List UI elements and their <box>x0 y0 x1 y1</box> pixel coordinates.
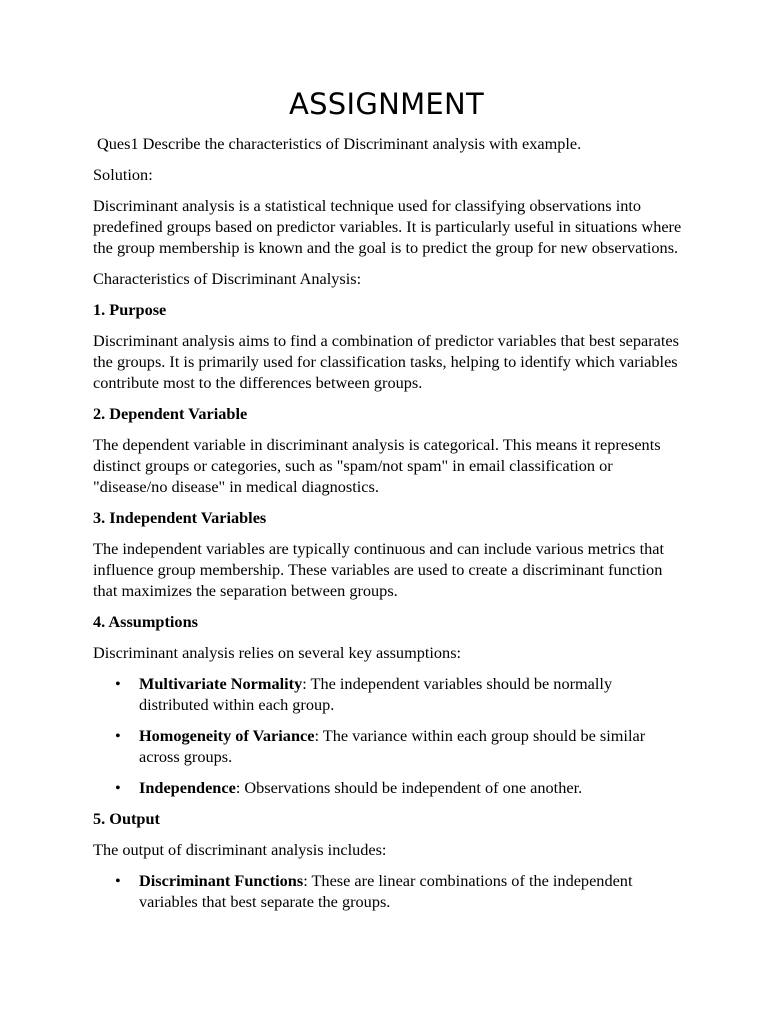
list-item <box>93 673 683 715</box>
document-body <box>93 84 683 922</box>
section-body-assumptions: Discriminant analysis relies on several key assumptions: <box>93 643 462 662</box>
list-item-text: : Observations should be independent of one another. <box>235 778 583 797</box>
bullet-icon: • <box>115 778 121 797</box>
list-item-text: : The variance within each group should be similar across groups. <box>139 726 646 766</box>
output-list <box>93 870 683 912</box>
section-body-dependent-variable: The dependent variable in discriminant analysis is categorical. This means it represents distinct groups or categories, such as "spam/not spam" in email classification or "disease/no disease" in medical diagnostics. <box>93 435 661 496</box>
list-item-term: Independence <box>139 778 236 797</box>
section-body-independent-variables: The independent variables are typically continuous and can include various metrics that influence group membership. These variables are used to create a discriminant function that maximizes the separation between groups. <box>93 539 665 600</box>
list-item-term: Multivariate Normality <box>139 674 303 693</box>
bullet-icon: • <box>115 674 121 693</box>
assumptions-list <box>93 673 683 798</box>
list-item <box>93 777 683 798</box>
question-text: Ques1 Describe the characteristics of Discriminant analysis with example. <box>97 134 582 153</box>
list-item-text: : The independent variables should be normally distributed within each group. <box>139 674 613 714</box>
list-item-term: Homogeneity of Variance <box>139 726 315 745</box>
intro-paragraph: Discriminant analysis is a statistical technique used for classifying observations into predefined groups based on predictor variables. It is particularly useful in situations where the group membership is known and the goal is to predict the group for new observations. <box>93 196 682 257</box>
section-heading-independent-variables: 3. Independent Variables <box>93 508 267 527</box>
solution-label: Solution: <box>93 165 153 184</box>
list-item-text: : These are linear combinations of the independent variables that best separate the groups. <box>139 871 633 911</box>
list-item <box>93 725 683 767</box>
list-item-term: Discriminant Functions <box>139 871 304 890</box>
section-heading-output: 5. Output <box>93 809 160 828</box>
section-heading-dependent-variable: 2. Dependent Variable <box>93 404 248 423</box>
characteristics-heading: Characteristics of Discriminant Analysis: <box>93 269 362 288</box>
section-body-purpose: Discriminant analysis aims to find a combination of predictor variables that best separates the groups. It is primarily used for classification tasks, helping to identify which variables contribute most to the differences between groups. <box>93 331 679 392</box>
document-title: ASSIGNMENT <box>288 87 485 121</box>
bullet-icon: • <box>115 871 121 890</box>
section-heading-assumptions: 4. Assumptions <box>93 612 198 631</box>
section-body-output: The output of discriminant analysis includes: <box>93 840 387 859</box>
list-item <box>93 870 683 912</box>
section-heading-purpose: 1. Purpose <box>93 300 167 319</box>
bullet-icon: • <box>115 726 121 745</box>
